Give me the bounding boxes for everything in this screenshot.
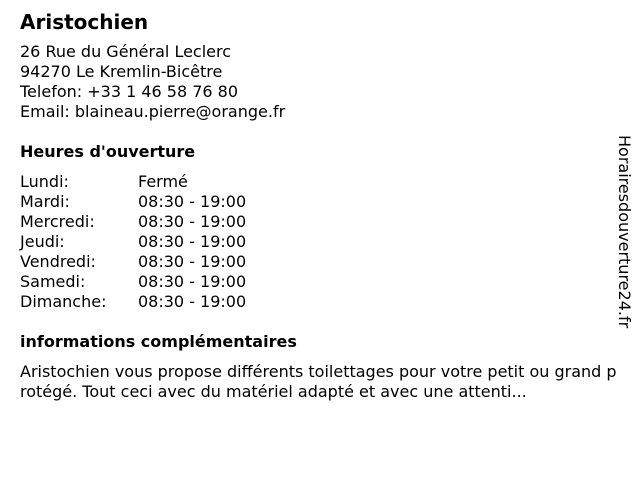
hours-day: Samedi: — [20, 272, 86, 291]
hours-row-wednesday — [20, 212, 610, 232]
hours-row-saturday — [20, 272, 610, 292]
hours-time: Fermé — [138, 172, 188, 191]
hours-day: Mercredi: — [20, 212, 95, 231]
hours-day: Mardi: — [20, 192, 70, 211]
email-address: Email: blaineau.pierre@orange.fr — [20, 102, 286, 121]
hours-row-monday — [20, 172, 610, 192]
hours-day: Lundi: — [20, 172, 69, 191]
hours-row-thursday — [20, 232, 610, 252]
hours-row-friday — [20, 252, 610, 272]
hours-time: 08:30 - 19:00 — [138, 272, 247, 291]
hours-row-sunday — [20, 292, 610, 312]
opening-hours-heading: Heures d'ouverture — [20, 142, 196, 161]
business-description: Aristochien vous propose différents toilettages pour votre petit ou grand protégé. Tout ceci avec du matériel adapté et avec une attenti... — [20, 362, 617, 401]
opening-hours-table — [20, 172, 610, 312]
city-address: 94270 Le Kremlin-Bicêtre — [20, 62, 223, 81]
hours-time: 08:30 - 19:00 — [138, 232, 247, 251]
additional-info-heading: informations complémentaires — [20, 332, 297, 351]
hours-day: Dimanche: — [20, 292, 107, 311]
business-card — [20, 10, 617, 402]
hours-day: Vendredi: — [20, 252, 96, 271]
hours-day: Jeudi: — [20, 232, 65, 251]
hours-time: 08:30 - 19:00 — [138, 292, 247, 311]
phone-number: Telefon: +33 1 46 58 76 80 — [20, 82, 239, 101]
hours-row-tuesday — [20, 192, 610, 212]
hours-time: 08:30 - 19:00 — [138, 212, 247, 231]
hours-time: 08:30 - 19:00 — [138, 192, 247, 211]
street-address: 26 Rue du Général Leclerc — [20, 42, 232, 61]
business-name: Aristochien — [20, 10, 149, 34]
site-watermark: Horairesdouverture24.fr — [615, 135, 634, 329]
address-block — [20, 42, 610, 122]
hours-time: 08:30 - 19:00 — [138, 252, 247, 271]
